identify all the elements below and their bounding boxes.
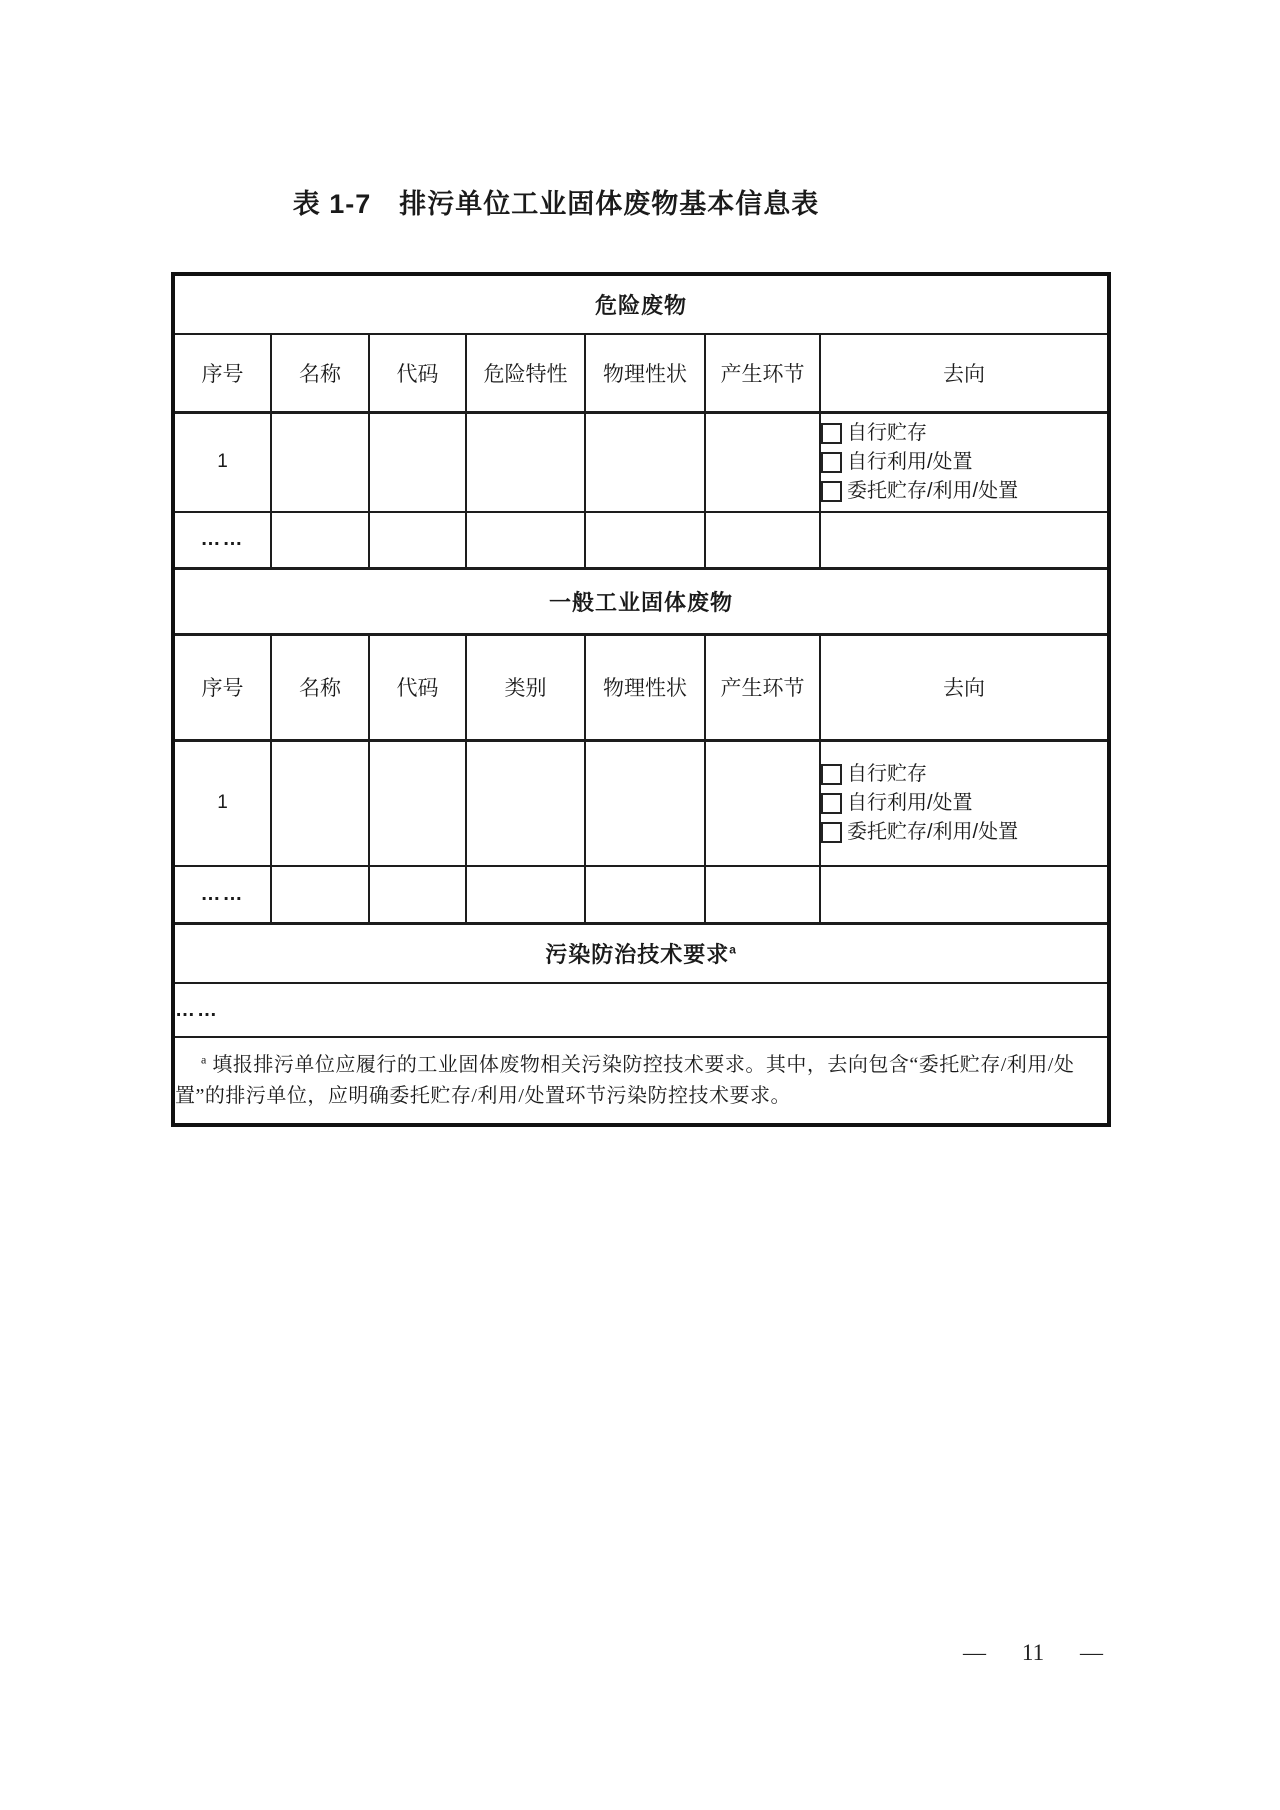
cell-name-empty (271, 412, 369, 512)
col-header-physical-state: 物理性状 (585, 634, 705, 740)
cell-code-empty (369, 740, 466, 866)
col-header-hazard-property: 危险特性 (466, 334, 585, 412)
destination-option (821, 477, 1107, 506)
destination-option (821, 818, 1107, 847)
cell-destination (820, 740, 1109, 866)
cell-category-empty (466, 740, 585, 866)
tech-requirements-superscript: a (729, 942, 737, 957)
column-header-row-hazardous (173, 334, 1109, 412)
cell-destination (820, 412, 1109, 512)
col-header-code: 代码 (369, 634, 466, 740)
col-header-category: 类别 (466, 634, 585, 740)
col-header-physical-state: 物理性状 (585, 334, 705, 412)
checkbox-icon (821, 452, 842, 473)
col-header-destination: 去向 (820, 634, 1109, 740)
table-row-ellipsis (173, 983, 1109, 1037)
section-header-general-waste: 一般工业固体废物 (173, 568, 1109, 634)
section-header-row-hazardous-waste (173, 274, 1109, 334)
table-title-text: 表 1-7 排污单位工业固体废物基本信息表 (292, 189, 820, 219)
col-header-name: 名称 (271, 634, 369, 740)
section-header-row-general-waste (173, 568, 1109, 634)
tech-requirements-label: 污染防治技术要求 (545, 941, 730, 967)
cell-code-empty (369, 412, 466, 512)
col-header-destination: 去向 (820, 334, 1109, 412)
checkbox-icon (821, 423, 842, 444)
footnote-superscript: a (201, 1051, 207, 1066)
destination-option-label: 自行利用/处置 (847, 450, 973, 473)
destination-option (821, 419, 1107, 448)
footnote-text (175, 1050, 1107, 1112)
col-header-code: 代码 (369, 334, 466, 412)
table-row (173, 740, 1109, 866)
footnote-cell (173, 1037, 1109, 1125)
checkbox-icon (821, 481, 842, 502)
checkbox-icon (821, 822, 842, 843)
cell-generation-stage-empty (705, 740, 820, 866)
section-header-row-tech-requirements (173, 923, 1109, 983)
cell-physical-state-empty (585, 740, 705, 866)
destination-option (821, 760, 1107, 789)
destination-option-label: 自行贮存 (847, 421, 927, 444)
col-header-generation-stage: 产生环节 (705, 634, 820, 740)
destination-option-label: 委托贮存/利用/处置 (847, 479, 1019, 502)
destination-option-label: 委托贮存/利用/处置 (847, 820, 1019, 843)
page-number-value: 11 (1021, 1640, 1045, 1665)
cell-seq: 1 (173, 412, 271, 512)
section-header-tech-requirements (173, 923, 1109, 983)
destination-option-label: 自行贮存 (847, 762, 927, 785)
destination-option (821, 789, 1107, 818)
table-row (173, 412, 1109, 512)
col-header-seq: 序号 (173, 634, 271, 740)
checkbox-icon (821, 793, 842, 814)
destination-option-label: 自行利用/处置 (847, 791, 973, 814)
solid-waste-info-table (171, 272, 1111, 1127)
destination-option (821, 448, 1107, 477)
table-row-ellipsis (173, 866, 1109, 923)
cell-ellipsis: …… (173, 866, 271, 923)
col-header-generation-stage: 产生环节 (705, 334, 820, 412)
col-header-name: 名称 (271, 334, 369, 412)
cell-seq: 1 (173, 740, 271, 866)
table-title (186, 182, 926, 221)
section-header-hazardous-waste: 危险废物 (173, 274, 1109, 334)
col-header-seq: 序号 (173, 334, 271, 412)
footnote-body: 填报排污单位应履行的工业固体废物相关污染防控技术要求。其中，去向包含“委托贮存/利用/处置”的排污单位，应明确委托贮存/利用/处置环节污染防控技术要求。 (175, 1053, 1075, 1107)
footnote-row (173, 1037, 1109, 1125)
cell-hazard-property-empty (466, 412, 585, 512)
table-row-ellipsis (173, 512, 1109, 568)
cell-generation-stage-empty (705, 412, 820, 512)
page-number (963, 1640, 1103, 1666)
page-number-dash-right: — (1080, 1640, 1103, 1665)
page-number-dash-left: — (963, 1640, 986, 1665)
checkbox-icon (821, 764, 842, 785)
cell-ellipsis-wide: …… (173, 983, 1109, 1037)
column-header-row-general (173, 634, 1109, 740)
cell-name-empty (271, 740, 369, 866)
cell-ellipsis: …… (173, 512, 271, 568)
cell-physical-state-empty (585, 412, 705, 512)
